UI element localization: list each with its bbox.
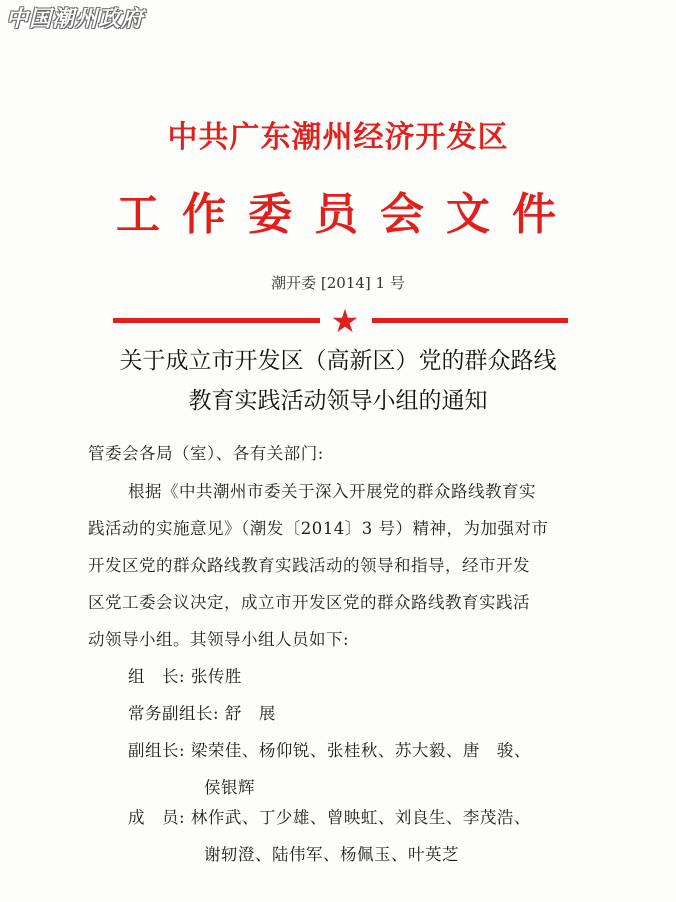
deputies-label: 副组长:: [128, 741, 186, 760]
document-type-heading: 工作委员会文件: [116, 189, 578, 240]
deputies-names: 梁荣佳、杨仰锐、张桂秋、苏大毅、唐 骏、: [190, 741, 531, 760]
exec-deputy-row: [128, 700, 276, 724]
exec-deputy-name: 舒 展: [224, 704, 276, 723]
document-number: 潮开委 [2014] 1 号: [271, 274, 405, 292]
document-title-line-1: 关于成立市开发区（高新区）党的群众路线: [119, 348, 557, 374]
salutation: 管委会各局（室）、各有关部门:: [88, 444, 324, 463]
document-title-line-2: 教育实践活动领导小组的通知: [188, 388, 488, 414]
issuing-organization: 中共广东潮州经济开发区: [167, 120, 509, 155]
red-divider-right: [372, 318, 568, 323]
members-names-continued: 谢轫澄、陆伟军、杨佩玉、叶英芝: [204, 845, 459, 864]
star-icon: ★: [330, 302, 360, 340]
members-names: 林作武、丁少雄、曾映虹、刘良生、李茂浩、: [190, 808, 531, 827]
exec-deputy-label: 常务副组长:: [128, 704, 220, 723]
watermark: 中国潮州政府: [6, 6, 145, 32]
red-divider-left: [113, 318, 320, 323]
paragraph-line: 践活动的实施意见》（潮发〔2014〕3 号）精神，为加强对市: [88, 519, 549, 538]
paragraph-line: 区党工委会议决定，成立市开发区党的群众路线教育实践活: [88, 593, 530, 612]
paragraph-line: 动领导小组。其领导小组人员如下:: [88, 630, 350, 649]
paragraph-line: 开发区党的群众路线教育实践活动的领导和指导，经市开发: [88, 556, 530, 575]
members-label: 成 员:: [128, 808, 186, 827]
leader-label: 组 长:: [128, 667, 186, 686]
paragraph-line: 根据《中共潮州市委关于深入开展党的群众路线教育实: [128, 482, 536, 501]
members-row: [128, 804, 531, 828]
deputies-row: [128, 737, 531, 761]
leader-row: [128, 663, 242, 687]
deputies-names-continued: 侯银辉: [204, 778, 255, 797]
leader-name: 张传胜: [190, 667, 242, 686]
